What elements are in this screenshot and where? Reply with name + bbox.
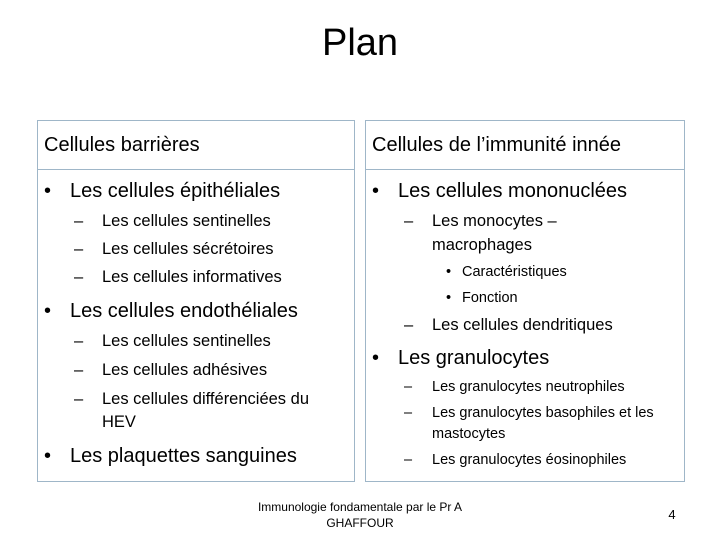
subitem-text: Les cellules adhésives bbox=[102, 361, 268, 379]
subitem-text: Les granulocytes éosinophiles bbox=[432, 452, 627, 468]
item-text: Les plaquettes sanguines bbox=[70, 445, 297, 467]
list-subitem bbox=[74, 388, 309, 411]
list-subitem bbox=[74, 210, 271, 233]
dash-icon: – bbox=[404, 405, 413, 421]
subitem-text: Les monocytes – bbox=[432, 212, 557, 230]
item-text: Les granulocytes bbox=[398, 347, 550, 369]
list-item bbox=[372, 346, 549, 370]
bullet-icon: • bbox=[372, 180, 380, 202]
dash-icon: – bbox=[404, 379, 413, 395]
subitem-text: Les granulocytes neutrophiles bbox=[432, 379, 625, 395]
subitem-continuation: macrophages bbox=[432, 236, 532, 254]
list-subitem bbox=[74, 330, 271, 353]
slide-footer: Immunologie fondamentale par le Pr A GHAFFOUR bbox=[257, 500, 463, 530]
innate-immunity-panel bbox=[365, 120, 685, 482]
slide-title: Plan bbox=[321, 22, 399, 64]
list-subitem bbox=[404, 403, 654, 423]
dash-icon: – bbox=[74, 361, 84, 379]
list-subitem bbox=[404, 377, 625, 397]
list-subitem bbox=[404, 314, 613, 337]
dash-icon: – bbox=[404, 212, 414, 230]
dash-icon: – bbox=[404, 452, 413, 468]
subsubitem-text: Caractéristiques bbox=[462, 264, 567, 280]
bullet-icon: • bbox=[446, 264, 452, 280]
subitem-text: Les cellules informatives bbox=[102, 268, 282, 286]
list-item bbox=[44, 299, 298, 323]
subitem-text: Les cellules dendritiques bbox=[432, 316, 613, 334]
item-text: Les cellules endothéliales bbox=[70, 300, 298, 322]
dash-icon: – bbox=[404, 316, 414, 334]
list-subitem bbox=[74, 359, 267, 382]
innate-immunity-heading: Cellules de l’immunité innée bbox=[366, 121, 684, 170]
barrier-cells-heading: Cellules barrières bbox=[38, 121, 354, 170]
item-text: Les cellules épithéliales bbox=[70, 180, 281, 202]
subitem-continuation: HEV bbox=[102, 413, 136, 431]
subitem-continuation: mastocytes bbox=[432, 426, 506, 442]
page-number: 4 bbox=[668, 507, 676, 522]
list-subsubitem bbox=[446, 288, 518, 308]
dash-icon: – bbox=[74, 390, 84, 408]
subitem-text: Les granulocytes basophiles et les bbox=[432, 405, 654, 421]
subitem-text: Les cellules sentinelles bbox=[102, 332, 271, 350]
subitem-text: Les cellules sécrétoires bbox=[102, 240, 274, 258]
dash-icon: – bbox=[74, 212, 84, 230]
bullet-icon: • bbox=[44, 180, 52, 202]
bullet-icon: • bbox=[372, 347, 380, 369]
list-item bbox=[372, 179, 627, 203]
list-subsubitem bbox=[446, 262, 567, 282]
dash-icon: – bbox=[74, 268, 84, 286]
item-text: Les cellules mononuclées bbox=[398, 180, 628, 202]
list-subitem bbox=[404, 210, 557, 233]
list-subitem bbox=[404, 450, 626, 470]
bullet-icon: • bbox=[44, 445, 52, 467]
list-subitem bbox=[74, 238, 274, 261]
dash-icon: – bbox=[74, 332, 84, 350]
list-item bbox=[44, 444, 297, 468]
subsubitem-text: Fonction bbox=[462, 290, 518, 306]
bullet-icon: • bbox=[44, 300, 52, 322]
barrier-cells-panel bbox=[37, 120, 355, 482]
list-item bbox=[44, 179, 280, 203]
subitem-text: Les cellules différenciées du bbox=[102, 390, 309, 408]
list-subitem bbox=[74, 266, 282, 289]
dash-icon: – bbox=[74, 240, 84, 258]
bullet-icon: • bbox=[446, 290, 452, 306]
subitem-text: Les cellules sentinelles bbox=[102, 212, 271, 230]
